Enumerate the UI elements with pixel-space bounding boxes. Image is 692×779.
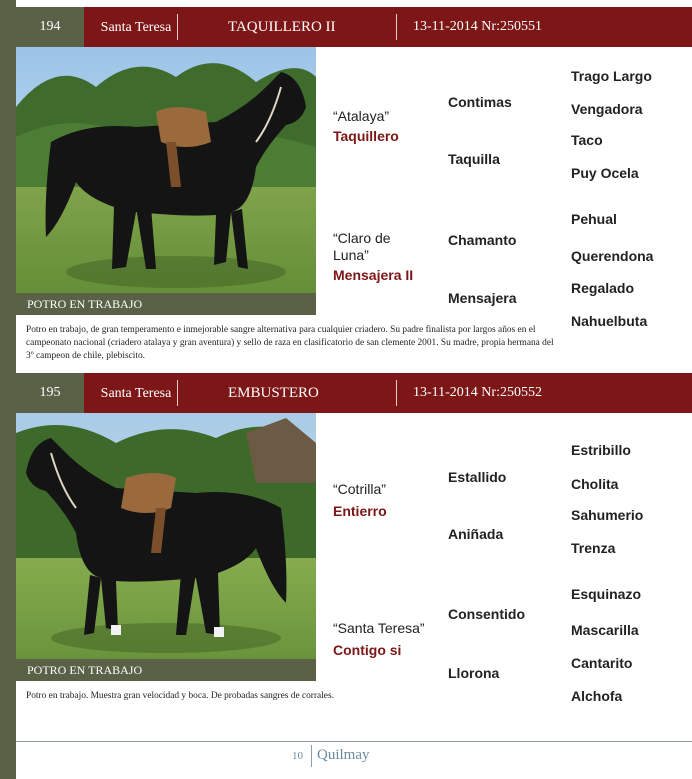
great-grandparent: Taco <box>571 132 603 148</box>
footer-separator <box>311 745 312 767</box>
left-margin-strip <box>0 0 16 779</box>
dam-breeder: “Santa Teresa” <box>333 620 425 636</box>
dam-breeder-line <box>333 230 413 264</box>
great-grandparent: Puy Ocela <box>571 165 639 181</box>
photo-caption: POTRO EN TRABAJO <box>16 659 316 681</box>
horse-photo-image <box>16 413 316 681</box>
horse-name: TAQUILLERO II <box>228 18 336 35</box>
dam-name: Mensajera II <box>333 267 414 283</box>
footer-brand: Quilmay <box>317 747 370 763</box>
great-grandparent: Trenza <box>571 540 616 556</box>
horse-photo <box>16 47 316 315</box>
great-grandparent: Estribillo <box>571 442 631 458</box>
great-grandparent: Querendona <box>571 248 654 264</box>
header-divider <box>177 380 178 406</box>
great-grandparent: Mascarilla <box>571 622 639 638</box>
great-grandparent: Sahumerio <box>571 507 644 523</box>
horse-photo <box>16 413 316 681</box>
great-grandparent: Esquinazo <box>571 586 642 602</box>
great-grandparent: Regalado <box>571 280 635 296</box>
lot-number: 195 <box>16 373 84 413</box>
grandparent: Mensajera <box>448 290 517 306</box>
grandparent: Aniñada <box>448 526 504 542</box>
great-grandparent: Cholita <box>571 476 619 492</box>
header-divider <box>396 14 397 40</box>
great-grandparent: Pehual <box>571 211 617 227</box>
grandparent: Chamanto <box>448 232 517 248</box>
great-grandparent: Vengadora <box>571 101 643 117</box>
lot-description: Potro en trabajo. Muestra gran velocidad y boca. De probadas sangres de corrales. <box>26 691 334 701</box>
breeder-name: Santa Teresa <box>100 19 172 35</box>
grandparent: Llorona <box>448 665 500 681</box>
sire-name: Entierro <box>333 503 387 519</box>
sire-breeder: “Cotrilla” <box>333 481 386 497</box>
dam-breeder: “Claro de Luna” <box>333 230 391 263</box>
breeder-name: Santa Teresa <box>100 385 172 401</box>
grandparent: Taquilla <box>448 151 500 167</box>
page-number: 10 <box>292 750 303 762</box>
lot-header <box>16 7 692 47</box>
great-grandparent: Trago Largo <box>571 68 652 84</box>
great-grandparent: Nahuelbuta <box>571 313 648 329</box>
lot-number: 194 <box>16 7 84 47</box>
header-divider <box>396 380 397 406</box>
horse-name: EMBUSTERO <box>228 384 319 401</box>
great-grandparent: Alchofa <box>571 688 623 704</box>
lot-description: Potro en trabajo, de gran temperamento e inmejorable sangre alternativa para cualquier criadero. Su padre finalista por largos años en el campeonato nacional (criadero atalaya y gran aventura) y sello de raza en clasificatorio de san clemente 2001. Su madre, propia hermana del 3º campeon de chile, plebiscito. <box>26 325 554 361</box>
horse-photo-image <box>16 47 316 315</box>
great-grandparent: Cantarito <box>571 655 633 671</box>
photo-caption: POTRO EN TRABAJO <box>16 293 316 315</box>
grandparent: Estallido <box>448 469 507 485</box>
dam-name: Contigo si <box>333 642 402 658</box>
footer-divider <box>16 741 692 742</box>
date-registration: 13-11-2014 Nr:250551 <box>413 19 542 34</box>
grandparent: Contimas <box>448 94 512 110</box>
header-divider <box>177 14 178 40</box>
date-registration: 13-11-2014 Nr:250552 <box>413 385 542 400</box>
lot-header <box>16 373 692 413</box>
grandparent: Consentido <box>448 606 525 622</box>
sire-breeder: “Atalaya” <box>333 108 390 124</box>
sire-name: Taquillero <box>333 128 399 144</box>
